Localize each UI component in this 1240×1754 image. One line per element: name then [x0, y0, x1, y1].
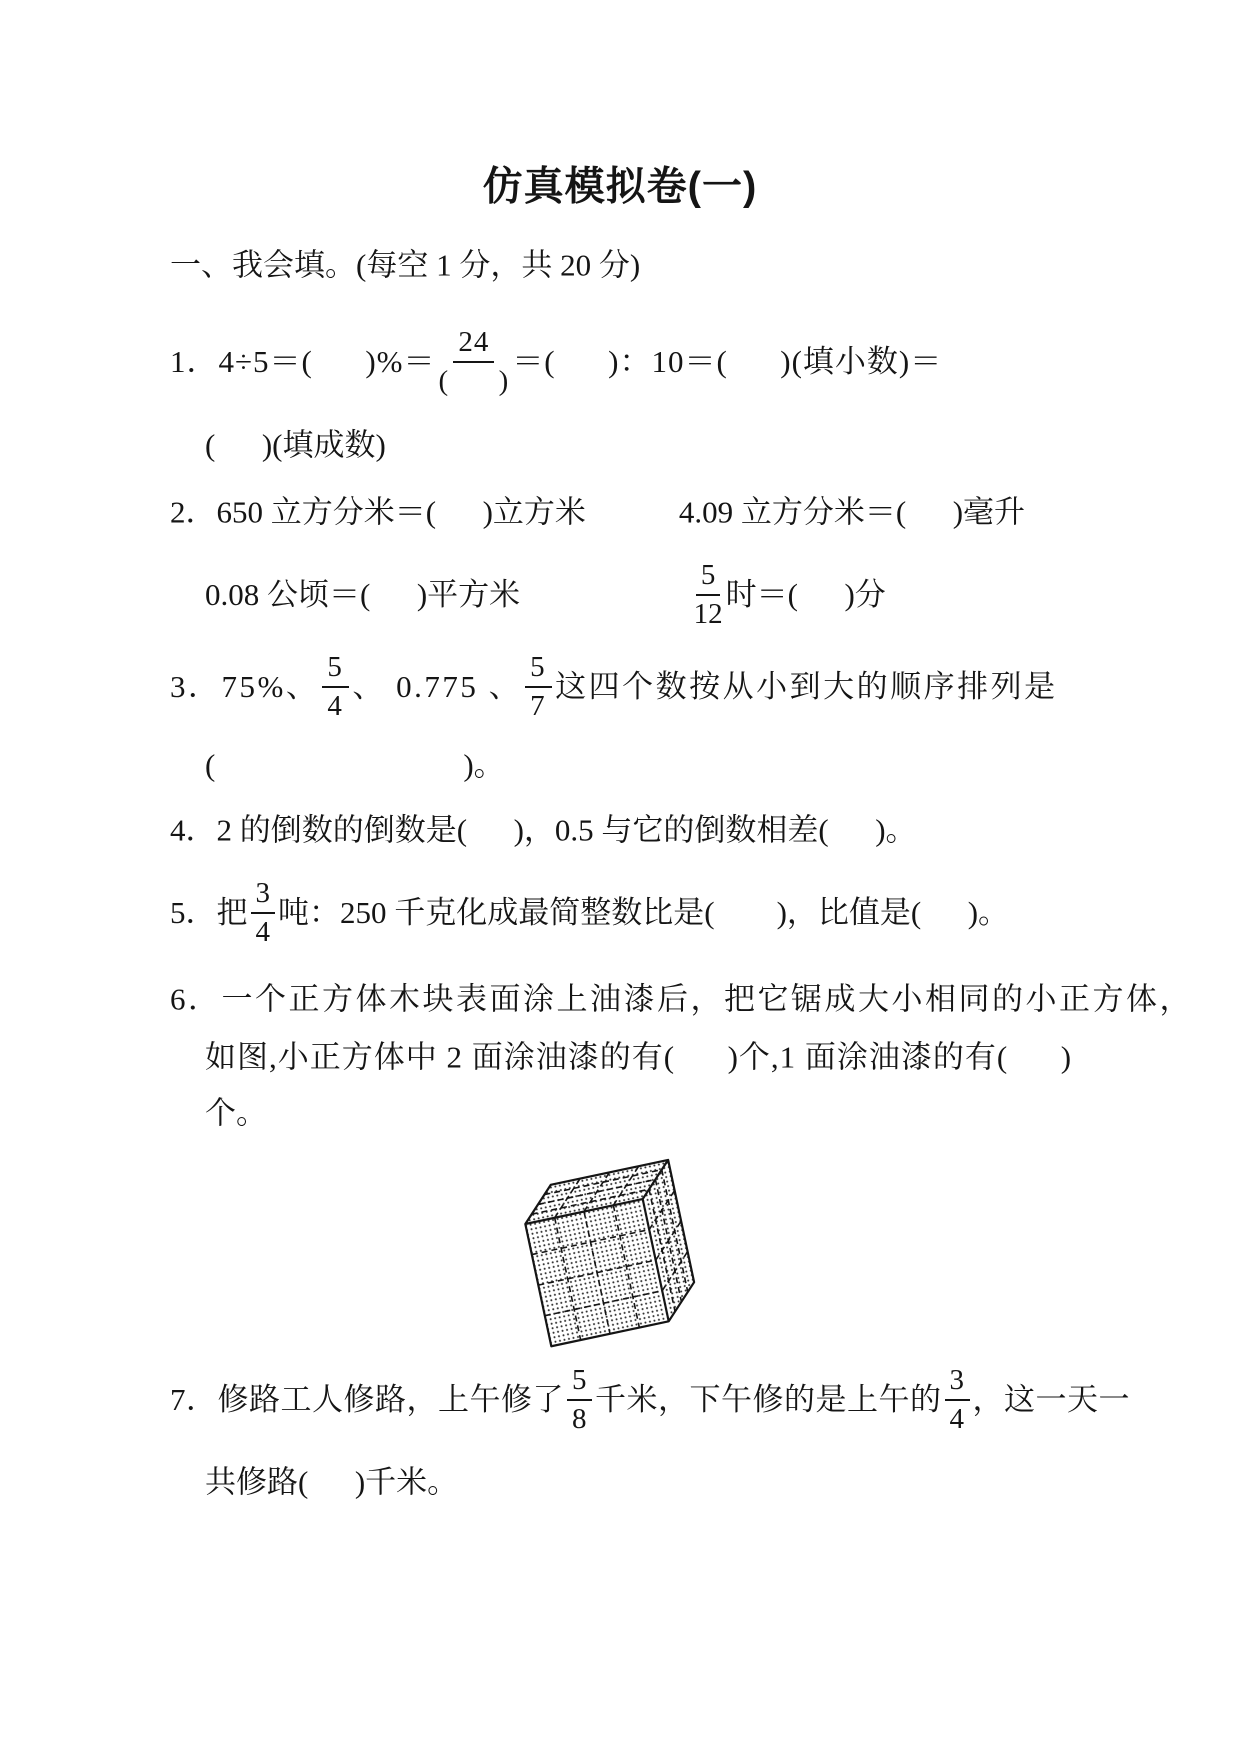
- text-segment: ＝( )：10＝( )(填小数)＝: [512, 343, 943, 379]
- question-2-line-1: [170, 494, 1025, 533]
- question-2-line-2: [205, 561, 886, 629]
- question-3-line-2: [205, 747, 505, 786]
- text-segment: 6．一个正方体木块表面涂上油漆后，把它锯成大小相同的小正方体，: [170, 981, 1193, 1017]
- fraction: $\frac{5}{4}$: [322, 653, 349, 721]
- text-segment: 5．把: [170, 894, 248, 930]
- text-segment: 7．修路工人修路，上午修了: [170, 1381, 564, 1417]
- painted-cube-icon: [518, 1152, 713, 1357]
- text-segment: ( )。: [205, 747, 505, 783]
- fraction: $\frac{3}{4}$: [251, 879, 276, 947]
- section-heading: 一、我会填。(每空 1 分，共 20 分): [170, 247, 641, 283]
- text-segment: 3．75%、: [170, 668, 320, 704]
- text-segment: ( )(填成数): [205, 427, 386, 463]
- text-segment: 如图,小正方体中 2 面涂油漆的有( )个,1 面涂油漆的有( ): [205, 1039, 1073, 1075]
- text-segment: ，这一天一: [972, 1381, 1130, 1417]
- page-title: 仿真模拟卷(一): [482, 164, 758, 209]
- text-segment: 4．2 的倒数的倒数是( )，0.5 与它的倒数相差( )。: [170, 812, 917, 848]
- question-1-line-1: [170, 328, 942, 396]
- question-6-line-1: [170, 981, 1193, 1020]
- question-3-line-1: [170, 653, 1058, 721]
- fraction: $\frac{24}{( )}$: [438, 326, 510, 397]
- question-6-line-2: [205, 1039, 1072, 1078]
- question-6-line-3: [205, 1095, 267, 1134]
- text-segment: 时＝( )分: [725, 576, 886, 612]
- text-segment: 0.08 公顷＝( )平方米: [205, 576, 691, 612]
- text-segment: 千米，下午修的是上午的: [595, 1381, 942, 1417]
- question-5-line-1: [170, 879, 1009, 947]
- text-segment: 这四个数按从小到大的顺序排列是: [555, 668, 1058, 704]
- text-segment: 1．4÷5＝( )%＝: [170, 343, 436, 379]
- text-segment: 吨：250 千克化成最简整数比是( )，比值是( )。: [278, 894, 1010, 930]
- question-7-line-2: [205, 1464, 458, 1503]
- text-segment: 共修路( )千米。: [205, 1464, 459, 1500]
- question-1-line-2: [205, 427, 386, 466]
- text-segment: 2．650 立方分米＝( )立方米 4.09 立方分米＝( )毫升: [170, 494, 1026, 530]
- text-segment: 个。: [205, 1095, 267, 1131]
- fraction: $\frac{5}{7}$: [525, 653, 552, 721]
- text-segment: 、 0.775 、: [352, 668, 523, 704]
- painted-cube-figure: [518, 1152, 713, 1357]
- question-4-line-1: [170, 812, 917, 851]
- fraction: $\frac{3}{4}$: [945, 1366, 970, 1434]
- fraction: $\frac{5}{8}$: [567, 1366, 592, 1434]
- question-7-line-1: [170, 1366, 1130, 1434]
- fraction: $\frac{5}{12}$: [693, 559, 723, 630]
